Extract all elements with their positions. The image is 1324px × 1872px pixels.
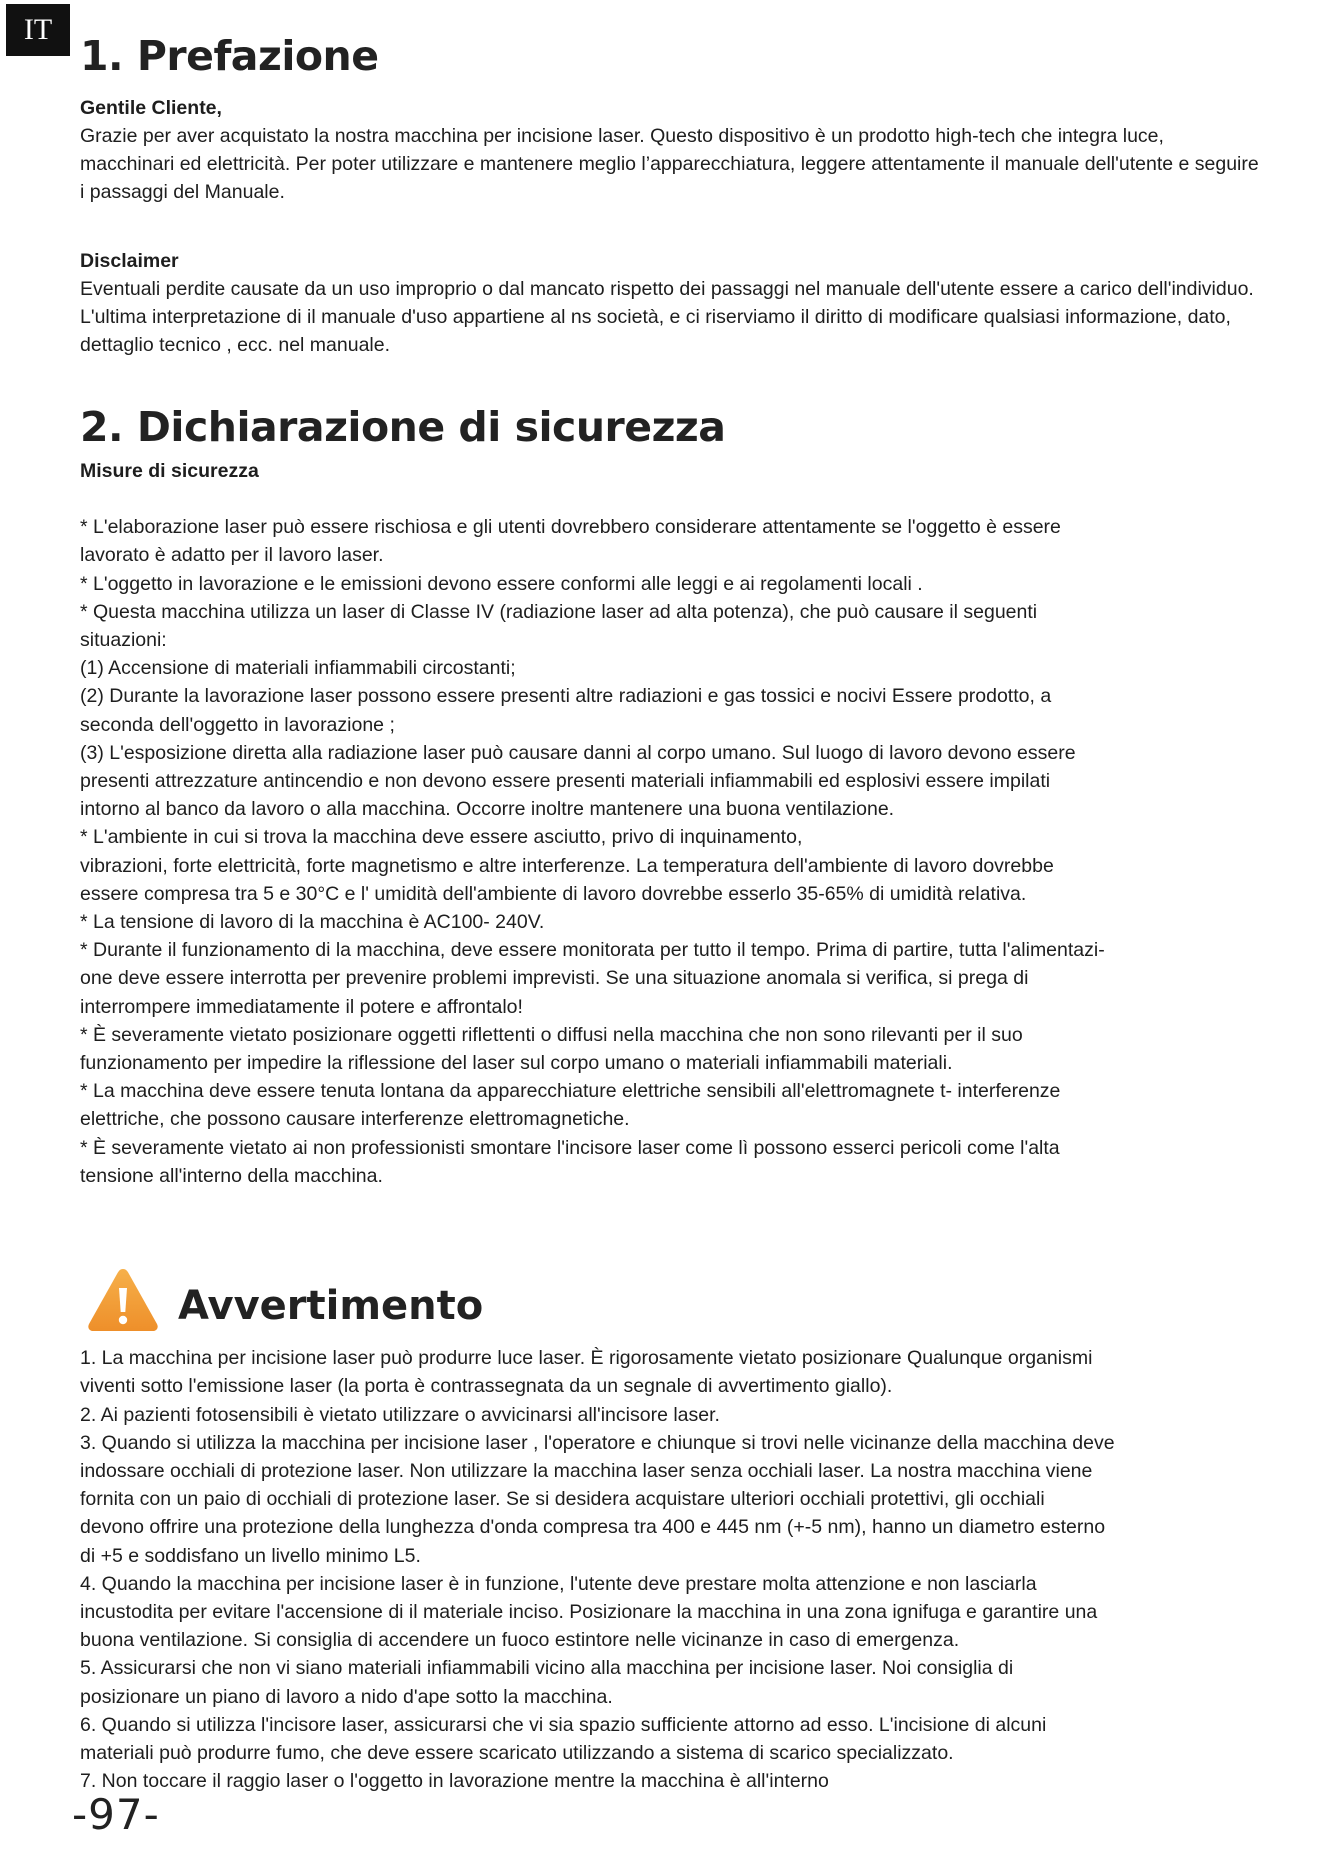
warning-line: 6. Quando si utilizza l'incisore laser, assicurarsi che vi sia spazio sufficiente attorno ad esso. L'incisione di alcuni [80, 1713, 1047, 1736]
safety-line: seconda dell'oggetto in lavorazione ; [80, 713, 395, 736]
safety-line: essere compresa tra 5 e 30°C e l' umidità dell'ambiente di lavoro dovrebbe esserlo 35-65% di umidità relativa. [80, 882, 1027, 905]
safety-measures-list [80, 513, 1260, 1190]
safety-line: * La macchina deve essere tenuta lontana da apparecchiature elettriche sensibili all'elettromagnete t- interferenze [80, 1080, 1061, 1103]
section-2-title: 2. Dichiarazione di sicurezza [80, 403, 726, 452]
page-content [80, 28, 1260, 1795]
warning-line: 1. La macchina per incisione laser può produrre luce laser. È rigorosamente vietato posizionare Qualunque organismi [80, 1347, 1093, 1370]
safety-line: * L'elaborazione laser può essere rischiosa e gli utenti dovrebbero considerare attentamente se l'oggetto è essere [80, 516, 1061, 539]
warning-heading [80, 1264, 1260, 1336]
warning-line: posizionare un piano di lavoro a nido d'ape sotto la macchina. [80, 1685, 613, 1708]
page-number: -97- [72, 1790, 160, 1839]
warning-line: buona ventilazione. Si consiglia di accendere un fuoco estintore nelle vicinanze in caso di emergenza. [80, 1629, 960, 1652]
warning-line: fornita con un paio di occhiali di protezione laser. Se si desidera acquistare ulteriori occhiali protettivi, gli occhiali [80, 1488, 1045, 1511]
warning-list [80, 1344, 1260, 1795]
warning-line: 2. Ai pazienti fotosensibili è vietato utilizzare o avvicinarsi all'incisore laser. [80, 1403, 720, 1426]
safety-line: * La tensione di lavoro di la macchina è AC100- 240V. [80, 911, 545, 934]
section-1-title: 1. Prefazione [80, 32, 379, 80]
safety-line: * L'oggetto in lavorazione e le emissioni devono essere conformi alle leggi e ai regolamenti locali . [80, 572, 923, 595]
warning-title: Avvertimento [178, 1283, 484, 1330]
warning-line: 7. Non toccare il raggio laser o l'oggetto in lavorazione mentre la macchina è all'interno [80, 1770, 829, 1793]
warning-triangle-icon [86, 1266, 160, 1334]
warning-line: 3. Quando si utilizza la macchina per incisione laser , l'operatore e chiunque si trovi nelle vicinanze della macchina deve [80, 1431, 1115, 1454]
disclaimer-paragraph: Eventuali perdite causate da un uso improprio o dal mancato rispetto dei passaggi nel manuale dell'utente essere a carico dell'individuo. L'ultima interpretazione di il manuale d'uso appartiene al ns società, e ci riserviamo il diritto di modificare qualsiasi informazione, dato, dettaglio tecnico , ecc. nel manuale. [80, 277, 1254, 357]
safety-line: presenti attrezzature antincendio e non devono essere presenti materiali infiammabili ed esplosivi essere impilati [80, 770, 1051, 793]
safety-line: * L'ambiente in cui si trova la macchina deve essere asciutto, privo di inquinamento, [80, 826, 803, 849]
safety-line: one deve essere interrotta per prevenire problemi imprevisti. Se una situazione anomala si verifica, si prega di [80, 967, 1029, 990]
disclaimer-title: Disclaimer [80, 249, 179, 272]
warning-line: indossare occhiali di protezione laser. Non utilizzare la macchina laser senza occhiali laser. La nostra macchina viene [80, 1459, 1093, 1482]
safety-line: funzionamento per impedire la riflessione del laser sul corpo umano o materiali infiammabili materiali. [80, 1052, 953, 1075]
safety-line: (2) Durante la lavorazione laser possono essere presenti altre radiazioni e gas tossici e nocivi Essere prodotto, a [80, 685, 1052, 708]
warning-line: 4. Quando la macchina per incisione laser è in funzione, l'utente deve prestare molta attenzione e non lasciarla [80, 1572, 1037, 1595]
language-tab: IT [6, 4, 70, 56]
safety-subtitle: Misure di sicurezza [80, 460, 259, 483]
safety-line: * È severamente vietato posizionare oggetti riflettenti o diffusi nella macchina che non sono rilevanti per il suo [80, 1023, 1023, 1046]
safety-line: situazioni: [80, 629, 167, 652]
safety-line: interrompere immediatamente il potere e affrontalo! [80, 995, 523, 1018]
safety-line: (1) Accensione di materiali infiammabili circostanti; [80, 657, 516, 680]
safety-line: lavorato è adatto per il lavoro laser. [80, 544, 384, 567]
safety-line: vibrazioni, forte elettricità, forte magnetismo e altre interferenze. La temperatura dell'ambiente di lavoro dovrebbe [80, 854, 1054, 877]
intro-paragraph: Grazie per aver acquistato la nostra macchina per incisione laser. Questo dispositivo è un prodotto high-tech che integra luce, macchinari ed elettricità. Per poter utilizzare e mantenere meglio l’apparecchiatura, leggere attentamente il manuale dell'utente e seguire i passaggi del Manuale. [80, 125, 1259, 204]
safety-line: * Questa macchina utilizza un laser di Classe IV (radiazione laser ad alta potenza), che può causare il seguenti [80, 600, 1038, 623]
greeting: Gentile Cliente, [80, 97, 222, 119]
warning-line: incustodita per evitare l'accensione di il materiale inciso. Posizionare la macchina in una zona ignifuga e garantire una [80, 1600, 1098, 1623]
warning-line: viventi sotto l'emissione laser (la porta è contrassegnata da un segnale di avvertimento giallo). [80, 1375, 893, 1398]
warning-line: materiali può produrre fumo, che deve essere scaricato utilizzando a sistema di scarico specializzato. [80, 1741, 954, 1764]
safety-line: intorno al banco da lavoro o alla macchina. Occorre inoltre mantenere una buona ventilazione. [80, 798, 895, 821]
safety-line: (3) L'esposizione diretta alla radiazione laser può causare danni al corpo umano. Sul luogo di lavoro devono essere [80, 741, 1076, 764]
warning-line: 5. Assicurarsi che non vi siano materiali infiammabili vicino alla macchina per incisione laser. Noi consiglia di [80, 1657, 1014, 1680]
safety-line: tensione all'interno della macchina. [80, 1164, 383, 1187]
safety-line: * Durante il funzionamento di la macchina, deve essere monitorata per tutto il tempo. Prima di partire, tutta l'alimentazi- [80, 939, 1105, 962]
safety-line: * È severamente vietato ai non professionisti smontare l'incisore laser come lì possono esserci pericoli come l'alta [80, 1136, 1060, 1159]
safety-line: elettriche, che possono causare interferenze elettromagnetiche. [80, 1108, 630, 1131]
warning-line: devono offrire una protezione della lunghezza d'onda compresa tra 400 e 445 nm (+-5 nm), hanno un diametro esterno [80, 1516, 1106, 1539]
warning-line: di +5 e soddisfano un livello minimo L5. [80, 1544, 421, 1567]
